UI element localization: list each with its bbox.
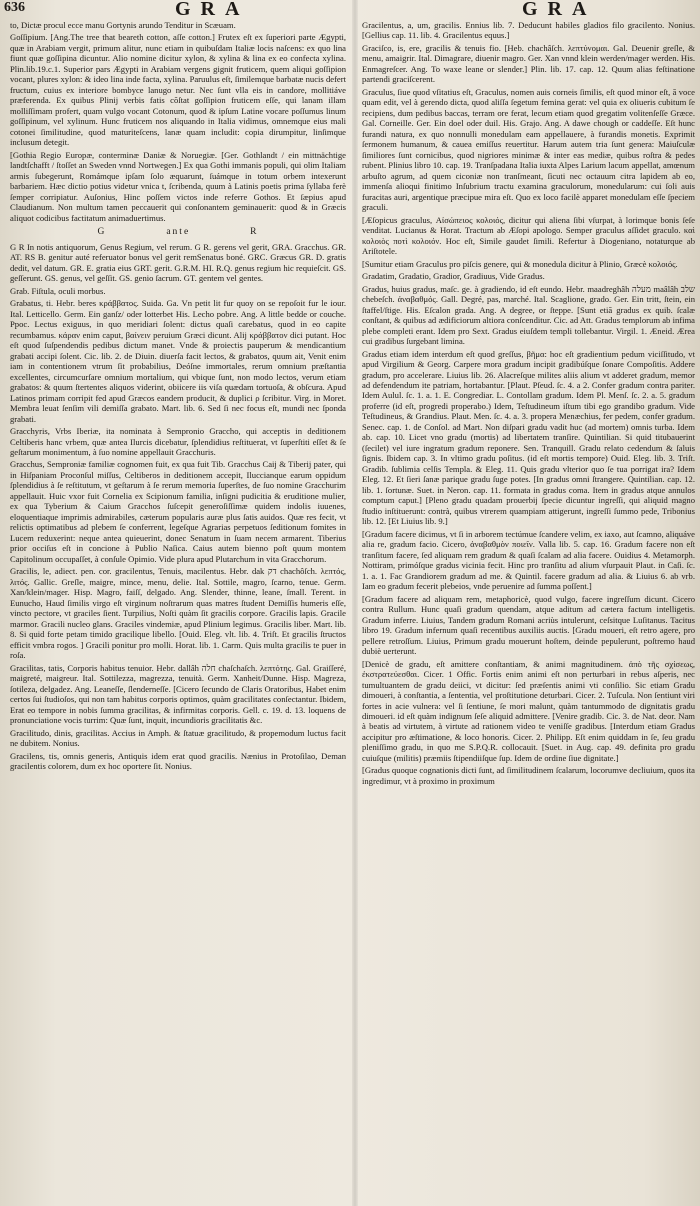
entry: [Gradum facere dicimus, vt ſi in arborem tectúmue ſcandere velim, ex iaxo, aut ſcamno, aliquáve alia re, gradum facio. Cicero, ἀναβαθμὸν ποιεῖν. Valla lib. 5. cap. 16. Gradum facere non eſt tranſitum facere, ſed aliquam rem gradum & quaſi ſcalam ad alia facere. Ouidius 4. Metamorph. Nottiram, primóſque gradus vicinia fecit. Hinc pro tranſitu ad alium vſurpauit Plaut. in Caſi. ſc. 1. a. 1. Fac Grandiorem gradum ad me. & Quintil. facere gradum ad alia. & Liuius 6. ab vrb. Iam eo gradum fecerit plebeios, vnde peruenire ad ſumma poſſent.] [362,528,695,592]
entry: [Sumitur etiam Graculus pro piſcis genere, qui & monedula dicitur à Plinio, Græcè κολοιός. [362,258,678,269]
entry: [Gradus quoque cognationis dicti ſunt, ad ſimilitudinem ſcalarum, locorumve decliuium, quos ita ingredimur, vt à proximo in proximum [362,765,695,786]
entry: Gracilens, tis, omnis generis, Antiquis idem erat quod gracilis. Nænius in Protoſilao, Deman gracilentis colorem, dum ex hoc oportere ſit. Nonius. [10,750,346,772]
entry: Gracilis, le, adiect. pen. cor. gracilentus, Tenuis, macilentus. Hebr. dak דק chachôſch. λεπτός, λιτός. Gallic. Greſle, maigre, mince, menu, delie. Ital. Sottile, magro, ſcarno, tenue. Germ. Xan/klein/mager. Hisp. Magro, faiſſ, delgado. Ang. Slender, thinne, leane, ſmall. Terent. in Eunucho, Haud ſimilis virgo eſt virginum noſtrarum quas matres ſtudent Demiſſis humeris eſſe, vincto pectore, vt graciles ſient. Turpilius, Noſti quàm ſit gracilis corpore. Gracilis lapis. Gracile marmor. Gracili nucleo glans. Graciles vindemiæ, apud Plinium legimus. Gracilis liber. Mart. lib. 8. Si quid forte petam timido gracilique libello. [Ouid. Eleg. vlt. lib. 4. Triſt. Et gracilis ſtructos efficit vmbra rogos. ] Gracili ponitur pro molli. Horat. lib. 1. Carm. Quis multa gracilis te puer in roſa. [10,566,346,661]
entry: Goſſipium. [Ang.The tree that beareth cotton, aſſe cotton.] Frutex eſt ex ſuperiori parte Ægypti, quæ in Arabiam vergit, primum alitur, nunc etiam in quibuſdam Italiæ locis naſcens: ex quo lina fiunt quæ goſſipina dicuntur. Alio nomine dicitur xylon, & xylina & lina ex eo confecta xylina. Plin.lib.19.c.1. Superior pars Ægypti in Arabiam vergens gignit fruticem, quem aliqui goſſipion vocant, plures xylon: & ideo lina inde facta, xylina. Paruulus eſt, ſimilemque barbatæ nucis defert fructum, cuius ex interiore bombyce lanugo netur. Nec ſunt vlla eis in candore, mollitiáve præferenda. Ex quibus Plinij verbis fatis cõſtat goſſipion fruticem eſſe, qui lanam illam molliſſimam profert, quam vulgo vocant Cotonum, quod & ipſum Latine vocare poſſumus linum goſſipinum, vel xylinum. Hunc fruticem nos aliquando in Italia vidimus, omnemque eius mali cotonei ſimilitudine, quod maturiteſcens, lanæ quam includit: copia dirumpitur, linſimque inclusum detegit. [10,32,346,148]
section-letter-right: R [250,227,259,238]
section-letter-left: G [97,227,107,238]
book-gutter [352,0,358,1206]
section-word: ante [166,227,191,238]
entry: [Gothia Regio Europæ, conterminæ Daniæ & Noruegiæ. [Ger. Gothlandt / ein mittnächtige landtſchafft / ſtoſſet an Sweden vnnd Nortwegen.] Ex qua Gothi immanis populi, qui olim Italiam armis ſubegerunt, Romámque ipſam ſolo æquarunt, ſuámque in totum orbem intexerunt barbariem. Hæc dictio potius videtur vnica t, ſcribenda, quum à Latinis poetis prima ſyllaba ferè ſemper corripiatur. Auſonius, Hinc poſſem victos inde referre Gothos. Et ſæpius apud Claudianum. Non multum tamen peccauerit qui conſonantem geminauerit: quod & in Græcis aliquot codicibus factitatum animaduertimus. [10,149,346,223]
entry: Grab. Fiſtula, oculi morbus. [10,285,106,296]
running-head-right: GRA [522,0,597,20]
entry: Gradus etiam idem interdum eſt quod greſſus, βῆμα: hoc eſt gradientium pedum viciſſitudo, vt apud Virgilium & Georg. Carpere mora gradum incipit gradibúſque ſonare Compoſitis. Addere gradum, pro accelerare. Liuius lib. 26. Alacreſque milites aliis alium vt adderet gradum, memor ad defendendum ite patriam, hortabantur. [Plaut. Pſeud. ſc. 4. a 2. Confer gradum contra pariter. Idem Aulul. ſc. 1. a. 1. E. Congrediar. L. Contollam gradum. Idem Pl. Menſ. ſc. 2. a. 5. gradum proferre (id eſt, progredi properabo.) Idem, Teſtudineum iſtum tibi ego grandibo gradum. Vide Teſtudineus, & Grandius. Plaut. Men. ſc. 4. a. 3. propera Menæchius, fer pedem, confer gradum. Senec. cap. 1. de Conſol. ad Mart. Non diſpari gradu vadit huc (ad mortem) omnis turba. Idem ab. cap. 10. Licet vno gradu (mortis) ad libertatem tranſire. Quintilian. Si quid titubauerint (ſecilet) vel iure ingratum gradum reponere. Sen. Tranquill. Gradu relato cedendum & ſaluis ſignis. Ibidem cap. 3. In vltimo gradu poſitus. (id eſt mortis tempore) Ouid. Eleg. lib. 3. Triſt. Gradib. ſublimia celſis Templa. & Eleg. 11. Quis gradu vlterior quo ſe tua porrigat ira? Idem Eleg. 12. Et ſieri ſanæ parique gradu ſuge potes. [In gradus omni ſtrangere. Quintilian. cap. 12. lib. 1. ſortunæ. Suet. in Neron. cap. 11. formata in gradus coma. Item in gradus atque annulos comptum caput.] [Pleno gradu quadam prouerbij ſpecie dicuntur ingreſſi, qui aliquid magno ſtudio inſtituerunt: contrà, quibus vtrerem quampiam attigerunt, ingreſſi ſummo pede, Tribonius lib. 12. [Et Liuius lib. 9.] [362,348,695,527]
entry: Graciſco, is, ere, gracilis & tenuis fio. [Heb. chachâſch. λεπτύνομαι. Gal. Deuenir greſle, & menu, amaigrir. Ital. Dimagrare, diuenir magro. Ger. Xan vnnd klein werden/mager werden. His. Enmagreſcer. Ang. To waxe leane or slender.] Plin. lib. 17. cap. 12. Quum alias feſtinatione partendi graciſcerent. [362,42,695,85]
entry: [Gradum facere ad aliquam rem, metaphoricè, quod vulgo, facere ingreſſum dicunt. Cicero contra Rullum. Hunc quaſi gradum quendam, atque aditum ad cætera factum intelligetis. Gradum inferre. Liuius, Tandem gradum Romani acriùs intulerunt, ceſsitque Luſitanus. Tacitus libro 19. Gradum infernum quaſi recentibus auxiliis auctis. [Gradu moueri, eſt retro agere, pro pellere retroſſum. Liuius, Primum gradu mouerunt hoſtem, deinde pepulerunt, poſtremo haud dubiè uerterunt. [362,593,695,657]
left-column [10,20,346,1200]
entry: Gracchyris, Vrbs Iberiæ, ita nominata à Sempronio Graccho, qui acceptis in deditionem Celtiberis hanc vrbem, quæ antea Ilurcis dicebatur, ſplendidius reſtituerat, vt ſuperſtiti eſſet & ſe geſtarum monimentum, à ſuo nomine appellauit Gracchuris. [10,426,346,457]
entry: [Denicè de gradu, eſt amittere conſtantiam, & animi magnitudinem. ἀπὸ τῆς σχίσεως, ἐκστρατεύεσθαι. Cicer. 1 Offic. Fortis enim animi eſt non perturbari in rebus aſperis, nec tumultuantem de gradu deiici, vt dicitur: ſed præſentis animi vti conſilio. Sic etiam Gradu dimoueri, à conſtantia, a ſententia, vel proſtitutione deturbari. Cicer. 2. Tuſcula. Non ſentiunt viri fortes in acie vulnera: vel ſi ſentiune, ſe mori malunt, quàm tantummodo de dignitatis gradu dimoueri. id eſt quàm indignum ſeſe aliquid admittere. [Venire gradib. Cic. 3. de Nat. deor. Nam à beatis ad virtutem, à virtute ad rationem video te veniſſe gradibus. [Interdum etiam Gradus accipitur pro æſtimatione, & loco honoris. Cicer. 2. Philipp. Eſt enim quiddam in ſe, ſeu gradu pleniſſimo gradu, in quo me S.P.Q.R. collocauit. [Suet. in Aug. cap. 49. definita pro gradu cuiuſque (militis) præmiis ſtipendiiſque ſup. Idem de ordine ſiue dignitate.] [362,658,695,763]
page-header [0,0,700,22]
entry: Graculus, ſiue quod vſitatius eſt, Graculus, nomen auis corneis ſimilis, eſt quod minor eſt, ā voce quam edit, vel à gerendo dicta, quod aliſſa ſegetum femina gerat: vel quia ex oliueris cubitum ſe recipiens, dum pedibus baccas, terram ore ferat, lecum etiam quod gregatim volitenſeſſe Græce. Gal. Corneille. Ger. Ein doel oder duil. His. Grajo. Ang. A dawe chough or caddeſſe. Eſt hunc furandi natura, ex quo nonnulli monedulam eam appellauere, à furandis monetis. Exprimit ſermonem humanum, & cauea emiſſus reuertitur. Harum autem tria ſunt genera: Maiuſculæ ſimiliores ſunt cornicibus, quod nigriores minimæ & inter eas mediæ, quibus roſtra & pedes rubent. Plinius libro 10. cap. 19. Tranſpadana Italia iuxta Alpes Larium lacum appellat, amœnum arbuſto agrum, ad quem ciconiæ non tranſmeant, ſicuti nec octauum citra lapidem ab eo, immenſa alioqui finitimo Inſubrium tractu examina graculorum, monedularum: cui ſoli auis furacitas auri, argentique præcipue mira eſt. Quo ex loco facilè apparet monedulam eſſe ſpeciem graculi. [362,86,695,213]
page-number: 636 [4,0,25,15]
running-head-left: GRA [175,0,250,20]
entry: Gracilitudo, dinis, gracilitas. Accius in Amph. & ſtatuæ gracilitudo, & propemodum luctus facit ne dubitem. Nonius. [10,727,346,749]
entry: Gradatim, Gradatio, Gradior, Gradiuus, Vide Gradus. [362,271,545,282]
section-heading [10,227,346,239]
entry: G R In notis antiquorum, Genus Regium, vel rerum. G R. gerens vel gerit, GRA. Gracchus. GR. AT. RS B. genitur auté referuator bonus vel gerit remSenatus boné. GRC. Græcus GR. D. gratis dedit, vel datum. GR. E. gratia eius GRT. gerit. G.R.M. HI. R.Q. genus regium hic requieſcit. GS. geſſerunt. GS. genus, vel geſſit. GS. genio ſacrum. GT. gentem vel gentes. [10,241,346,284]
entry: Gracilentus, a, um, gracilis. Ennius lib. 7. Deducunt habiles gladios filo gracilento. Nonius. [Gellius cap. 11. lib. 4. Gracilentus equus.] [362,20,695,41]
right-column [362,20,695,1200]
entry: to, Dictæ procul ecce manu Gortynis arundo Tenditur in Scæuam. [10,20,236,30]
entry: [Æſopicus graculus, Αἰσώπειος κολοιός, dicitur qui aliena ſibi vſurpat, à lorimque bonis ſeſe venditat. Lucianus & Horat. Tractum ab Æſopi apologo. Semper graculus aſſidet graculo. καὶ κολοιὸς ποτὶ κολοιόν. Hoc eſt, Simile gaudet ſimili. Refertur à Diogeniano, notaturque ab Ariſtotele. [362,214,695,257]
entry: Grabatus, ti. Hebr. beres κράββατος. Suida. Ga. Vn petit lit fur quoy on se repoſoit fur le iour. Ital. Letticello. Germ. Ein ganſz/ oder lotterbet His. Lecho pobre. Ang. A little bedde or couche. Ppoc. Lectus exiguus, in quo meridiari ſolent: dictus quaſi carebatus, quod in eo capite recumbamus. κάραν enim caput, βαίνειν peruium Græci dicunt. Alij κράββατον dici putant. Hoc eſt quod ſuſpendendis pedibus dictum manet. Vnde & proiectis pauperum & mendicantium grabati accipi ſolent. Cic. lib. 2. de Diuin. diuerſa facit lectos, & grabatos, quum ait, Venit enim iam in contentionem vtrum ſit probabilius, Deóſne immortales, rerum omnium præſtantia excellentes, circumcurſare omnium mortalium, qui vbique ſunt, non modo lectos, verum etiam grabatos: & quum ſtertentes aliquos viderint, obiicere iis viſa quædam tortuoſa, & obſcura. Apud Latinos primam corripit fed apud Græcos eandem producit, & duplici ρ ſcribitur. Virg. in Moret. Membra leuat ſenſim vili demiſſa grabato. Mart. lib. 6. Sed ſi nec focus eſt, mundi nec ſponda grabati. [10,298,346,424]
entry: Gracilitas, tatis, Corporis habitus tenuior. Hebr. dallâh חלה chaſchaſch. λεπτότης. Gal. Graiſſeré, maigreté, maigreur. Ital. Sottilezza, magrezza, tenuità. Germ. Xanheit/Dunne. Hisp. Magreza, ſotileza, delgadez. Ang. Leaneſſe, ſlenderneſſe. [Cicero ſecundo de Claris Oratoribus, Habet enim certos ſui ſtudioſos, qui non tam habitus corporis optimos, quàm gracilitates conſectantur. Ibidem, Erat eo tempore in nobis ſumma gracilitas, & infirmitas corporis. Gell. c. 19. d. 13. loquens de pronunciatione vocis turrim: Quæ ſunt, inquit, incundioris gracilitatis &c. [10,662,346,726]
entry: Gradus, huius gradus, maſc. ge. à gradiendo, id eſt eundo. Hebr. maadreghâh מעלה maâlâh שלב chebeſch. ἀναβαθμός. Gall. Degré, pas, marché. Ital. Scaglione, grado. Ger. Ein tritt, ſtein, ein ſtaffel/ſtige. His. Eſcalon grada. Ang. A degree, or ſteppe. [Sunt etiā gradus ex quib. ſcalæ conſtant, & quibus ad ædificiorum altiora conſcenditur. Cic. ad Att. Gradus templorum ab infima plebe completi erant. Idem pro Sext. Gradus eiuſdem templi tollebantur. Virgil. 1. Æneid. Ærea cui gradibus ſurgebant limina. [362,283,695,347]
entry: Gracchus, Semproniæ familiæ cognomen fuit, ex qua fuit Tib. Gracchus Caij & Tiberij pater, qui in Hiſpaniam Proconſul miſſus, Celtiberos in deditionem accepit, Iluccianque earum oppidum ſplendidius à ſe reſtitutum, vt geſtarum à ſe rerum memoria ſuperſtes, de ſuo nomine Gracchurim appellauit. Huic vxor fuit Cornelia ex Scipionum familia, inſigni pudicitia & eruditione mulier, ex qua Tyberium & Caium Gracchos ſuſcepit generoſiſſimæ quidem indolis iuuenes, eloquentiaque imprimis admirabiles, cæterum popularis auræ plus ſatis auidos. Quæ res fecit, vt relictis optimatibus ad plebem ſe conferrent, legeſque Agrarias perpetuos ſeditionum fomites in Lucem reduxerint: neque antea quieuerint, donec Senatum in ſuam necem armarent. Tiberius prior occiſus eſt in concione à Publio Naſica. Caius autem bienno poſt quum montem Capitolinum occupaſſet, à conſule Opimio. Vide plura apud Plutarchum in vita Gracchorum. [10,459,346,564]
